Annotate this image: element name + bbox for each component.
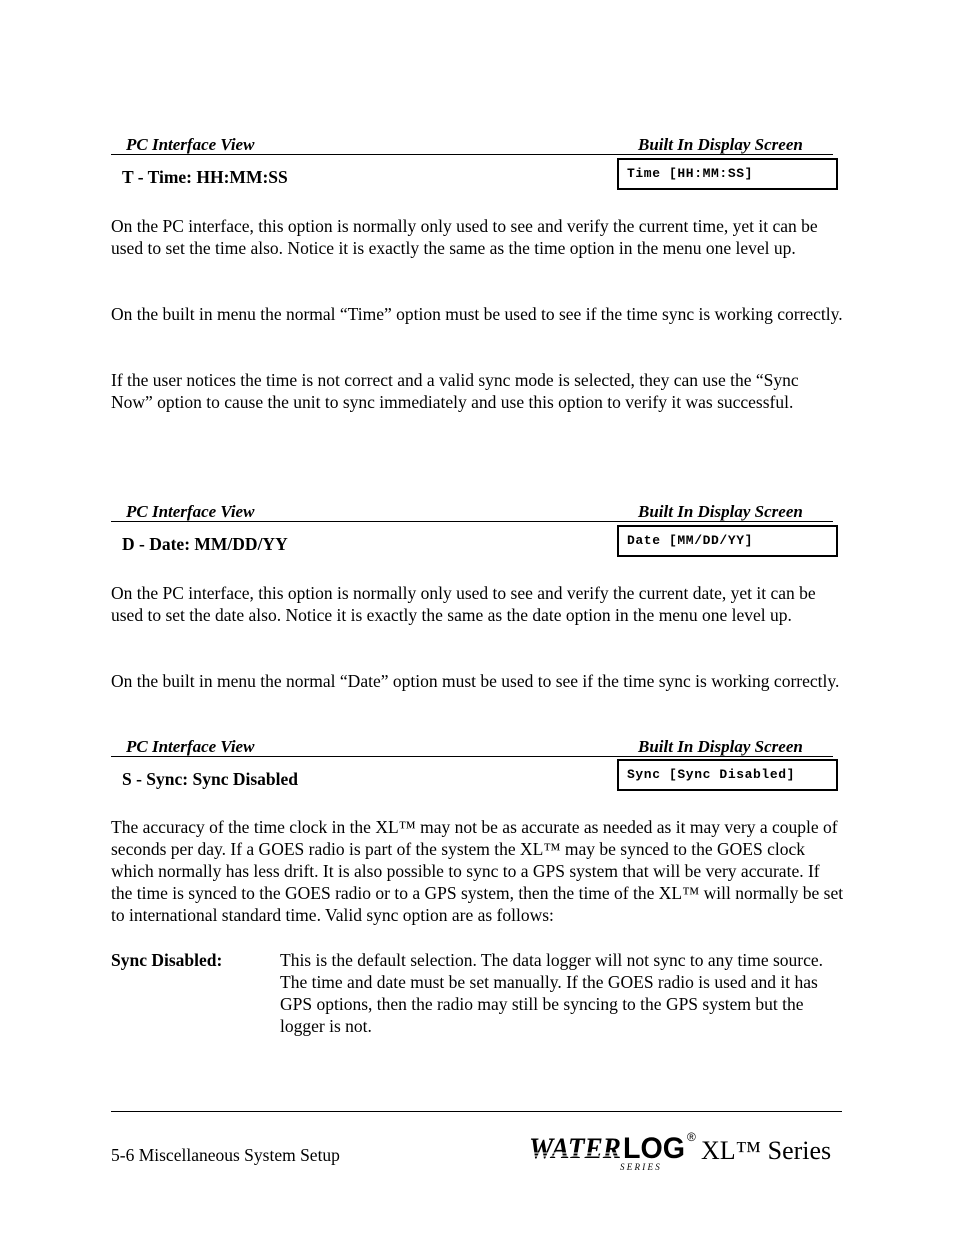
logo-series-text: S E R I E S [620,1162,660,1172]
logo-word-log: LOG [623,1132,685,1165]
header-rule [111,154,833,155]
paragraph: The accuracy of the time clock in the XL™ may not be as accurate as needed as it may very a couple of seconds per day. If a GOES radio is part of the system the XL™ may be synced to the GOES clock which normally has less drift. It is also possible to sync to a GPS system that will be very accurate. If the time is synced to the GOES radio or to a GPS system, then the time of the XL™ will normally be set to international standard time. Valid sync option are as follows: [111,817,844,925]
header-rule [111,521,833,522]
definition-term: Sync Disabled: [111,950,223,970]
header-rule [111,756,833,757]
display-screen-header: Built In Display Screen [638,502,803,521]
paragraph: On the built in menu the normal “Time” option must be used to see if the time sync is working correctly. [111,304,843,324]
definition-text: This is the default selection. The data logger will not sync to any time source. The time and date must be set manually. If the GOES radio is used and it has GPS options, then the radio may still be syncing to the GPS system but the logger is not. [280,950,824,1036]
footer-rule [111,1111,842,1112]
paragraph: On the built in menu the normal “Date” option must be used to see if the time sync is working correctly. [111,671,840,691]
footer-page-label: 5-6 Miscellaneous System Setup [111,1145,340,1165]
paragraph: On the PC interface, this option is normally only used to see and verify the current date, yet it can be used to set the date also. Notice it is exactly the same as the date option in the menu one level up. [111,583,816,625]
display-screen-time: Time [HH:MM:SS] [617,158,838,190]
footer-series-title: XL™ Series [701,1136,832,1165]
display-screen-header: Built In Display Screen [638,135,803,154]
display-screen-date: Date [MM/DD/YY] [617,525,838,557]
logo-word-water: WATER [529,1132,621,1165]
display-screen-header: Built In Display Screen [638,737,803,756]
waterlog-logo [528,1126,700,1174]
display-screen-sync: Sync [Sync Disabled] [617,759,838,791]
pc-interface-header: PC Interface View [126,135,255,154]
pc-command-time: T - Time: HH:MM:SS [122,167,288,187]
logo-registered-mark: ® [687,1130,696,1144]
paragraph: If the user notices the time is not correct and a valid sync mode is selected, they can use the “Sync Now” option to cause the unit to sync immediately and use this option to verify it was successful. [111,370,799,412]
pc-command-sync: S - Sync: Sync Disabled [122,769,299,789]
paragraph: On the PC interface, this option is normally only used to see and verify the current time, yet it can be used to set the time also. Notice it is exactly the same as the time option in the menu one level up. [111,216,818,258]
pc-interface-header: PC Interface View [126,737,255,756]
pc-command-date: D - Date: MM/DD/YY [122,534,288,554]
pc-interface-header: PC Interface View [126,502,255,521]
